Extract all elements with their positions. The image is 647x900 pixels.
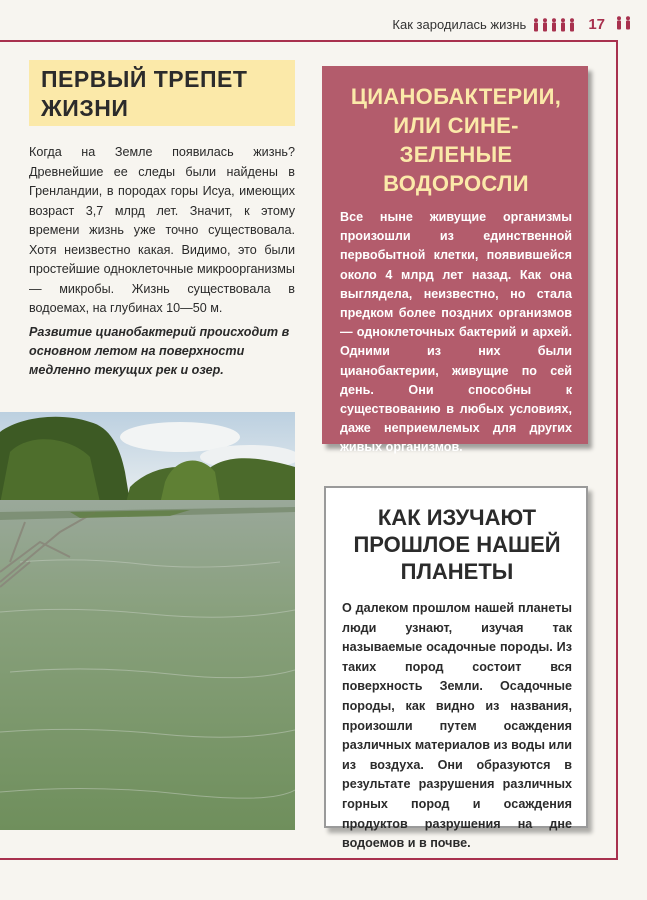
- section-title: ПЕРВЫЙ ТРЕПЕТ ЖИЗНИ: [41, 66, 248, 121]
- section-heading: [29, 60, 295, 126]
- running-head-title: Как зародилась жизнь: [392, 17, 527, 32]
- cyanobacteria-panel: [322, 66, 588, 455]
- running-head: [392, 16, 633, 33]
- photo-caption: Развитие цианобактерий происходит в основном летом на поверхности медленно текущих рек и озер.: [29, 325, 290, 377]
- cyanobacteria-title: ЦИАНОБАКТЕРИИ, ИЛИ СИНЕ-ЗЕЛЕНЫЕ ВОДОРОСЛИ: [350, 84, 562, 196]
- cyanobacteria-text: Все ныне живущие организмы произошли из единственной первобытной клетки, появившейся около 4 млрд лет назад. Как она выглядела, неизвестно, но стала предком более поздних организмов — одноклеточных бактерий и архей. Одними из них были цианобактерии, живущие по сей день. Они способны к существованию в любых условиях, даже неприемлемых для других живых организмов.: [340, 210, 572, 455]
- page-number: 17: [588, 16, 605, 33]
- people-pair-icon: [615, 16, 633, 33]
- study-past-title: КАК ИЗУЧАЮТ ПРОШЛОЕ НАШЕЙ ПЛАНЕТЫ: [353, 505, 561, 584]
- study-past-panel: [324, 486, 588, 851]
- intro-paragraph: Когда на Земле появилась жизнь? Древнейшие ее следы были найдены в Гренландии, в породах горы Исуа, имеющих возраст 3,7 млрд лет. Значит, к этому времени жизнь уже точно существовала. Хотя неизвестно какая. Видимо, это были простейшие одноклеточные микроорганизмы — микробы. Жизнь существовала в водоемах, на глубинах 10—50 м.: [29, 145, 295, 315]
- study-past-text: О далеком прошлом нашей планеты люди узнают, изучая так называемые осадочные породы. Из таких пород состоит вся поверхность Земли. Осадочные породы, как видно из названия, произошли путем осаждения различных материалов из воды или из воздуха. Они образуются в результате разрушения различных горных пород и осаждения продуктов разрушения на дне водоемов и в почве.: [342, 601, 572, 851]
- people-row-icon: [532, 18, 578, 32]
- river-photo: [0, 412, 295, 830]
